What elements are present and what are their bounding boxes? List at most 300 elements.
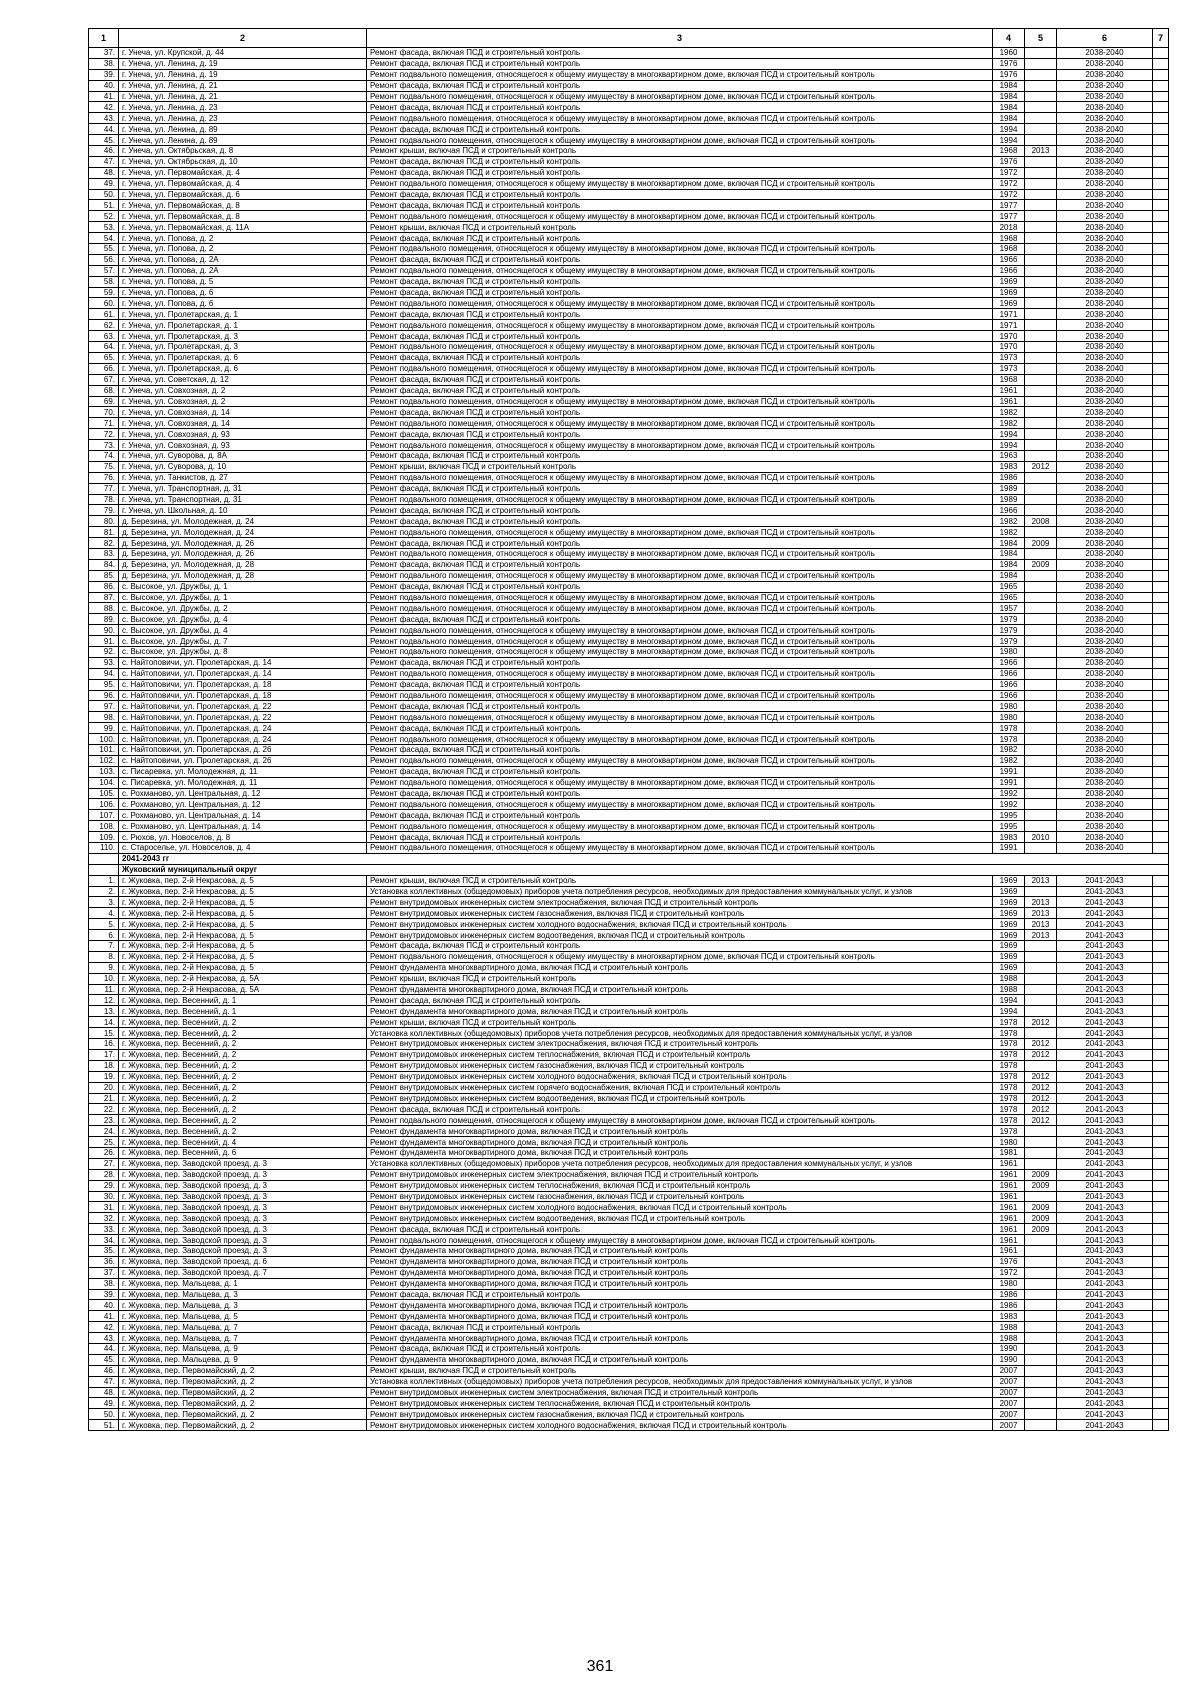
year-last-repair	[1025, 135, 1057, 146]
row-number: 94.	[89, 668, 119, 679]
year-built: 1961	[993, 1224, 1025, 1235]
work-type: Ремонт фасада, включая ПСД и строительный контроль	[367, 941, 993, 952]
work-type: Ремонт фундамента многоквартирного дома, включая ПСД и строительный контроль	[367, 1256, 993, 1267]
planned-period: 2038-2040	[1057, 548, 1153, 559]
row-number: 81.	[89, 527, 119, 538]
row-number: 76.	[89, 472, 119, 483]
planned-period: 2041-2043	[1057, 1039, 1153, 1050]
table-row	[89, 1006, 1169, 1017]
row-number: 50.	[89, 1409, 119, 1420]
address: г. Унеча, ул. Пролетарская, д. 1	[119, 309, 367, 320]
year-last-repair: 2009	[1025, 1180, 1057, 1191]
address: г. Жуковка, пер. Мальцева, д. 3	[119, 1289, 367, 1300]
table-row	[89, 592, 1169, 603]
year-built: 1980	[993, 701, 1025, 712]
planned-period: 2041-2043	[1057, 1224, 1153, 1235]
table-row	[89, 287, 1169, 298]
table-row	[89, 538, 1169, 549]
year-built: 1961	[993, 1169, 1025, 1180]
address: г. Унеча, ул. Ленина, д. 23	[119, 113, 367, 124]
table-row	[89, 973, 1169, 984]
address: д. Березина, ул. Молодежная, д. 28	[119, 559, 367, 570]
year-last-repair	[1025, 1147, 1057, 1158]
row-number: 59.	[89, 287, 119, 298]
table-row	[89, 505, 1169, 516]
planned-period: 2038-2040	[1057, 298, 1153, 309]
year-built: 1977	[993, 211, 1025, 222]
work-type: Ремонт фундамента многоквартирного дома, включая ПСД и строительный контроль	[367, 962, 993, 973]
empty-cell	[1153, 777, 1169, 788]
empty-cell	[1153, 1202, 1169, 1213]
planned-period: 2038-2040	[1057, 679, 1153, 690]
work-type: Ремонт фундамента многоквартирного дома, включая ПСД и строительный контроль	[367, 1311, 993, 1322]
address: г. Унеча, ул. Советская, д. 12	[119, 374, 367, 385]
empty-cell	[1153, 472, 1169, 483]
year-last-repair	[1025, 777, 1057, 788]
work-type: Ремонт фасада, включая ПСД и строительный контроль	[367, 810, 993, 821]
table-row	[89, 1354, 1169, 1365]
year-built: 1969	[993, 908, 1025, 919]
row-number: 46.	[89, 146, 119, 157]
year-last-repair	[1025, 1376, 1057, 1387]
year-last-repair	[1025, 1387, 1057, 1398]
table-row	[89, 483, 1169, 494]
year-built: 1971	[993, 320, 1025, 331]
row-number: 64.	[89, 342, 119, 353]
work-type: Ремонт подвального помещения, относящегося к общему имуществу в многоквартирном доме, включая ПСД и строительный контроль	[367, 178, 993, 189]
year-built: 1983	[993, 832, 1025, 843]
table-row	[89, 178, 1169, 189]
year-last-repair	[1025, 1409, 1057, 1420]
year-last-repair	[1025, 505, 1057, 516]
work-type: Ремонт подвального помещения, относящегося к общему имуществу в многоквартирном доме, включая ПСД и строительный контроль	[367, 342, 993, 353]
year-last-repair: 2009	[1025, 559, 1057, 570]
address: с. Найтоповичи, ул. Пролетарская, д. 14	[119, 668, 367, 679]
row-number: 49.	[89, 1398, 119, 1409]
year-last-repair	[1025, 1028, 1057, 1039]
planned-period: 2041-2043	[1057, 984, 1153, 995]
year-built: 1984	[993, 559, 1025, 570]
work-type: Ремонт фундамента многоквартирного дома, включая ПСД и строительный контроль	[367, 1147, 993, 1158]
year-built: 1984	[993, 113, 1025, 124]
work-type: Ремонт подвального помещения, относящегося к общему имуществу в многоквартирном доме, включая ПСД и строительный контроль	[367, 91, 993, 102]
empty-cell	[1153, 832, 1169, 843]
planned-period: 2038-2040	[1057, 342, 1153, 353]
work-type: Ремонт крыши, включая ПСД и строительный контроль	[367, 222, 993, 233]
work-type: Ремонт фасада, включая ПСД и строительный контроль	[367, 309, 993, 320]
work-type: Ремонт фундамента многоквартирного дома, включая ПСД и строительный контроль	[367, 1278, 993, 1289]
year-built: 1982	[993, 516, 1025, 527]
table-row	[89, 80, 1169, 91]
empty-cell	[1153, 745, 1169, 756]
work-type: Ремонт подвального помещения, относящегося к общему имуществу в многоквартирном доме, включая ПСД и строительный контроль	[367, 135, 993, 146]
empty-cell	[1153, 1169, 1169, 1180]
work-type: Ремонт внутридомовых инженерных систем электроснабжения, включая ПСД и строительный контроль	[367, 1169, 993, 1180]
address: с. Найтоповичи, ул. Пролетарская, д. 24	[119, 734, 367, 745]
year-last-repair: 2012	[1025, 1071, 1057, 1082]
row-number: 58.	[89, 276, 119, 287]
empty-cell	[1153, 440, 1169, 451]
work-type: Ремонт фундамента многоквартирного дома, включая ПСД и строительный контроль	[367, 1245, 993, 1256]
planned-period: 2041-2043	[1057, 1071, 1153, 1082]
empty-cell	[1153, 755, 1169, 766]
empty-cell	[1153, 1343, 1169, 1354]
row-number: 38.	[89, 58, 119, 69]
section-title: Жуковский муниципальный округ	[119, 864, 1169, 875]
empty-cell	[1153, 505, 1169, 516]
year-last-repair: 2012	[1025, 1104, 1057, 1115]
work-type: Ремонт фасада, включая ПСД и строительный контроль	[367, 407, 993, 418]
row-number: 38.	[89, 1278, 119, 1289]
empty-cell	[1153, 1180, 1169, 1191]
row-number: 68.	[89, 385, 119, 396]
planned-period: 2038-2040	[1057, 396, 1153, 407]
year-last-repair	[1025, 668, 1057, 679]
address: г. Унеча, ул. Совхозная, д. 14	[119, 407, 367, 418]
planned-period: 2038-2040	[1057, 363, 1153, 374]
section-index-cell	[89, 864, 119, 875]
table-row	[89, 897, 1169, 908]
planned-period: 2041-2043	[1057, 995, 1153, 1006]
address: с. Высокое, ул. Дружбы, д. 7	[119, 636, 367, 647]
planned-period: 2041-2043	[1057, 1311, 1153, 1322]
planned-period: 2038-2040	[1057, 374, 1153, 385]
year-last-repair: 2009	[1025, 538, 1057, 549]
year-last-repair: 2013	[1025, 919, 1057, 930]
row-number: 15.	[89, 1028, 119, 1039]
table-body	[89, 48, 1169, 1431]
table-row	[89, 712, 1169, 723]
empty-cell	[1153, 189, 1169, 200]
planned-period: 2038-2040	[1057, 113, 1153, 124]
year-built: 1994	[993, 1006, 1025, 1017]
year-built: 1984	[993, 91, 1025, 102]
year-built: 1978	[993, 1126, 1025, 1137]
year-built: 1970	[993, 331, 1025, 342]
empty-cell	[1153, 1213, 1169, 1224]
address: г. Жуковка, пер. 2-й Некрасова, д. 5А	[119, 973, 367, 984]
year-built: 1968	[993, 374, 1025, 385]
table-row	[89, 385, 1169, 396]
table-row	[89, 1343, 1169, 1354]
empty-cell	[1153, 494, 1169, 505]
address: с. Высокое, ул. Дружбы, д. 8	[119, 646, 367, 657]
row-number: 44.	[89, 124, 119, 135]
table-row	[89, 1169, 1169, 1180]
year-last-repair	[1025, 450, 1057, 461]
year-last-repair	[1025, 1343, 1057, 1354]
planned-period: 2038-2040	[1057, 450, 1153, 461]
year-built: 1965	[993, 581, 1025, 592]
work-type: Ремонт подвального помещения, относящегося к общему имуществу в многоквартирном доме, включая ПСД и строительный контроль	[367, 646, 993, 657]
row-number: 47.	[89, 1376, 119, 1387]
row-number: 50.	[89, 189, 119, 200]
year-built: 1969	[993, 276, 1025, 287]
planned-period: 2038-2040	[1057, 167, 1153, 178]
year-last-repair	[1025, 440, 1057, 451]
address: г. Унеча, ул. Попова, д. 5	[119, 276, 367, 287]
planned-period: 2038-2040	[1057, 320, 1153, 331]
empty-cell	[1153, 646, 1169, 657]
empty-cell	[1153, 461, 1169, 472]
row-number: 85.	[89, 570, 119, 581]
year-last-repair	[1025, 843, 1057, 854]
row-number: 47.	[89, 156, 119, 167]
year-last-repair	[1025, 396, 1057, 407]
year-last-repair	[1025, 1365, 1057, 1376]
year-last-repair	[1025, 385, 1057, 396]
year-last-repair	[1025, 821, 1057, 832]
table-row	[89, 102, 1169, 113]
row-number: 55.	[89, 244, 119, 255]
address: г. Жуковка, пер. Заводской проезд, д. 3	[119, 1235, 367, 1246]
work-type: Ремонт фундамента многоквартирного дома, включая ПСД и строительный контроль	[367, 1354, 993, 1365]
table-row	[89, 919, 1169, 930]
work-type: Установка коллективных (общедомовых) приборов учета потребления ресурсов, необходимых для предоставления коммунальных услуг, и узлов	[367, 1028, 993, 1039]
work-type: Ремонт фасада, включая ПСД и строительный контроль	[367, 450, 993, 461]
work-type: Ремонт фасада, включая ПСД и строительный контроль	[367, 189, 993, 200]
work-type: Ремонт фасада, включая ПСД и строительный контроль	[367, 723, 993, 734]
table-row	[89, 1224, 1169, 1235]
year-last-repair	[1025, 1126, 1057, 1137]
table-row	[89, 788, 1169, 799]
year-built: 1969	[993, 298, 1025, 309]
year-built: 1961	[993, 396, 1025, 407]
year-built: 2007	[993, 1409, 1025, 1420]
planned-period: 2038-2040	[1057, 146, 1153, 157]
row-number: 98.	[89, 712, 119, 723]
planned-period: 2041-2043	[1057, 973, 1153, 984]
planned-period: 2038-2040	[1057, 483, 1153, 494]
planned-period: 2041-2043	[1057, 897, 1153, 908]
work-type: Ремонт подвального помещения, относящегося к общему имуществу в многоквартирном доме, включая ПСД и строительный контроль	[367, 265, 993, 276]
row-number: 36.	[89, 1256, 119, 1267]
address: г. Жуковка, пер. Первомайский, д. 2	[119, 1387, 367, 1398]
address: с. Писаревка, ул. Молодежная, д. 11	[119, 777, 367, 788]
planned-period: 2041-2043	[1057, 941, 1153, 952]
work-type: Установка коллективных (общедомовых) приборов учета потребления ресурсов, необходимых для предоставления коммунальных услуг, и узлов	[367, 886, 993, 897]
planned-period: 2041-2043	[1057, 1245, 1153, 1256]
work-type: Ремонт подвального помещения, относящегося к общему имуществу в многоквартирном доме, включая ПСД и строительный контроль	[367, 211, 993, 222]
planned-period: 2038-2040	[1057, 418, 1153, 429]
empty-cell	[1153, 962, 1169, 973]
year-last-repair	[1025, 755, 1057, 766]
year-last-repair	[1025, 363, 1057, 374]
year-built: 1969	[993, 962, 1025, 973]
table-row	[89, 1333, 1169, 1344]
table-row	[89, 113, 1169, 124]
work-type: Ремонт подвального помещения, относящегося к общему имуществу в многоквартирном доме, включая ПСД и строительный контроль	[367, 548, 993, 559]
repair-plan-table	[88, 28, 1169, 1431]
year-built: 1986	[993, 472, 1025, 483]
table-row	[89, 766, 1169, 777]
row-number: 108.	[89, 821, 119, 832]
address: с. Староселье, ул. Новоселов, д. 4	[119, 843, 367, 854]
year-built: 1978	[993, 1017, 1025, 1028]
planned-period: 2041-2043	[1057, 1387, 1153, 1398]
row-number: 54.	[89, 233, 119, 244]
year-built: 1978	[993, 1115, 1025, 1126]
address: с. Высокое, ул. Дружбы, д. 1	[119, 592, 367, 603]
row-number: 51.	[89, 200, 119, 211]
row-number: 45.	[89, 1354, 119, 1365]
year-built: 1965	[993, 592, 1025, 603]
address: с. Найтоповичи, ул. Пролетарская, д. 18	[119, 690, 367, 701]
year-last-repair	[1025, 331, 1057, 342]
table-row	[89, 930, 1169, 941]
row-number: 41.	[89, 1311, 119, 1322]
address: г. Унеча, ул. Ленина, д. 89	[119, 135, 367, 146]
year-built: 2007	[993, 1387, 1025, 1398]
planned-period: 2038-2040	[1057, 309, 1153, 320]
planned-period: 2038-2040	[1057, 734, 1153, 745]
year-last-repair	[1025, 679, 1057, 690]
address: г. Унеча, ул. Совхозная, д. 93	[119, 440, 367, 451]
row-number: 20.	[89, 1082, 119, 1093]
row-number: 79.	[89, 505, 119, 516]
year-built: 1976	[993, 156, 1025, 167]
row-number: 37.	[89, 1267, 119, 1278]
empty-cell	[1153, 766, 1169, 777]
year-built: 1983	[993, 461, 1025, 472]
empty-cell	[1153, 1126, 1169, 1137]
year-built: 2007	[993, 1365, 1025, 1376]
table-row	[89, 167, 1169, 178]
address: г. Жуковка, пер. Весенний, д. 2	[119, 1104, 367, 1115]
work-type: Ремонт фасада, включая ПСД и строительный контроль	[367, 745, 993, 756]
work-type: Ремонт подвального помещения, относящегося к общему имуществу в многоквартирном доме, включая ПСД и строительный контроль	[367, 570, 993, 581]
planned-period: 2041-2043	[1057, 1333, 1153, 1344]
year-built: 1963	[993, 450, 1025, 461]
planned-period: 2038-2040	[1057, 69, 1153, 80]
empty-cell	[1153, 320, 1169, 331]
planned-period: 2041-2043	[1057, 1082, 1153, 1093]
table-row	[89, 1017, 1169, 1028]
work-type: Ремонт подвального помещения, относящегося к общему имуществу в многоквартирном доме, включая ПСД и строительный контроль	[367, 396, 993, 407]
address: г. Унеча, ул. Пролетарская, д. 1	[119, 320, 367, 331]
empty-cell	[1153, 124, 1169, 135]
table-row	[89, 755, 1169, 766]
empty-cell	[1153, 58, 1169, 69]
work-type: Ремонт внутридомовых инженерных систем теплоснабжения, включая ПСД и строительный контроль	[367, 1180, 993, 1191]
work-type: Ремонт фасада, включая ПСД и строительный контроль	[367, 1289, 993, 1300]
table-row	[89, 1365, 1169, 1376]
row-number: 33.	[89, 1224, 119, 1235]
year-built: 1977	[993, 200, 1025, 211]
col-header-4: 4	[993, 29, 1025, 48]
empty-cell	[1153, 1420, 1169, 1431]
table-row	[89, 1028, 1169, 1039]
year-built: 1984	[993, 80, 1025, 91]
empty-cell	[1153, 1104, 1169, 1115]
table-row	[89, 1311, 1169, 1322]
address: г. Жуковка, пер. Мальцева, д. 9	[119, 1354, 367, 1365]
address: г. Унеча, ул. Крупской, д. 44	[119, 48, 367, 59]
work-type: Ремонт фасада, включая ПСД и строительный контроль	[367, 788, 993, 799]
year-built: 1991	[993, 766, 1025, 777]
row-number: 102.	[89, 755, 119, 766]
table-row	[89, 951, 1169, 962]
address: г. Жуковка, пер. Заводской проезд, д. 7	[119, 1267, 367, 1278]
empty-cell	[1153, 614, 1169, 625]
work-type: Ремонт подвального помещения, относящегося к общему имуществу в многоквартирном доме, включая ПСД и строительный контроль	[367, 244, 993, 255]
planned-period: 2038-2040	[1057, 461, 1153, 472]
year-last-repair	[1025, 222, 1057, 233]
row-number: 69.	[89, 396, 119, 407]
year-last-repair	[1025, 636, 1057, 647]
planned-period: 2041-2043	[1057, 875, 1153, 886]
year-built: 1991	[993, 843, 1025, 854]
empty-cell	[1153, 222, 1169, 233]
work-type: Ремонт внутридомовых инженерных систем горячего водоснабжения, включая ПСД и строительный контроль	[367, 1082, 993, 1093]
planned-period: 2041-2043	[1057, 1202, 1153, 1213]
row-number: 83.	[89, 548, 119, 559]
table-row	[89, 1267, 1169, 1278]
row-number: 10.	[89, 973, 119, 984]
row-number: 72.	[89, 429, 119, 440]
year-built: 1982	[993, 418, 1025, 429]
work-type: Ремонт фасада, включая ПСД и строительный контроль	[367, 254, 993, 265]
work-type: Ремонт подвального помещения, относящегося к общему имуществу в многоквартирном доме, включая ПСД и строительный контроль	[367, 494, 993, 505]
year-built: 1966	[993, 505, 1025, 516]
address: г. Жуковка, пер. Первомайский, д. 2	[119, 1409, 367, 1420]
work-type: Ремонт крыши, включая ПСД и строительный контроль	[367, 1017, 993, 1028]
year-built: 1988	[993, 984, 1025, 995]
table-row	[89, 156, 1169, 167]
table-row	[89, 1137, 1169, 1148]
work-type: Ремонт фундамента многоквартирного дома, включая ПСД и строительный контроль	[367, 1006, 993, 1017]
address: г. Жуковка, пер. Первомайский, д. 2	[119, 1365, 367, 1376]
row-number: 66.	[89, 363, 119, 374]
address: г. Жуковка, пер. Заводской проезд, д. 3	[119, 1180, 367, 1191]
planned-period: 2038-2040	[1057, 646, 1153, 657]
work-type: Ремонт фасада, включая ПСД и строительный контроль	[367, 287, 993, 298]
planned-period: 2038-2040	[1057, 331, 1153, 342]
empty-cell	[1153, 309, 1169, 320]
address: с. Высокое, ул. Дружбы, д. 1	[119, 581, 367, 592]
table-row	[89, 657, 1169, 668]
planned-period: 2038-2040	[1057, 352, 1153, 363]
table-row	[89, 821, 1169, 832]
empty-cell	[1153, 1387, 1169, 1398]
table-row	[89, 570, 1169, 581]
empty-cell	[1153, 1267, 1169, 1278]
address: д. Березина, ул. Молодежная, д. 26	[119, 548, 367, 559]
address: г. Унеча, ул. Ленина, д. 89	[119, 124, 367, 135]
year-built: 1980	[993, 1137, 1025, 1148]
section-row	[89, 853, 1169, 864]
year-last-repair	[1025, 734, 1057, 745]
work-type: Ремонт подвального помещения, относящегося к общему имуществу в многоквартирном доме, включая ПСД и строительный контроль	[367, 712, 993, 723]
year-last-repair	[1025, 189, 1057, 200]
year-built: 1972	[993, 167, 1025, 178]
planned-period: 2038-2040	[1057, 385, 1153, 396]
year-built: 1961	[993, 385, 1025, 396]
planned-period: 2038-2040	[1057, 407, 1153, 418]
year-built: 1978	[993, 723, 1025, 734]
row-number: 32.	[89, 1213, 119, 1224]
year-built: 1978	[993, 734, 1025, 745]
address: г. Жуковка, пер. Весенний, д. 2	[119, 1039, 367, 1050]
year-built: 1961	[993, 1213, 1025, 1224]
year-built: 1995	[993, 821, 1025, 832]
work-type: Ремонт крыши, включая ПСД и строительный контроль	[367, 973, 993, 984]
year-last-repair: 2012	[1025, 461, 1057, 472]
year-last-repair	[1025, 581, 1057, 592]
address: с. Рохманово, ул. Центральная, д. 12	[119, 799, 367, 810]
empty-cell	[1153, 570, 1169, 581]
year-built: 1968	[993, 146, 1025, 157]
